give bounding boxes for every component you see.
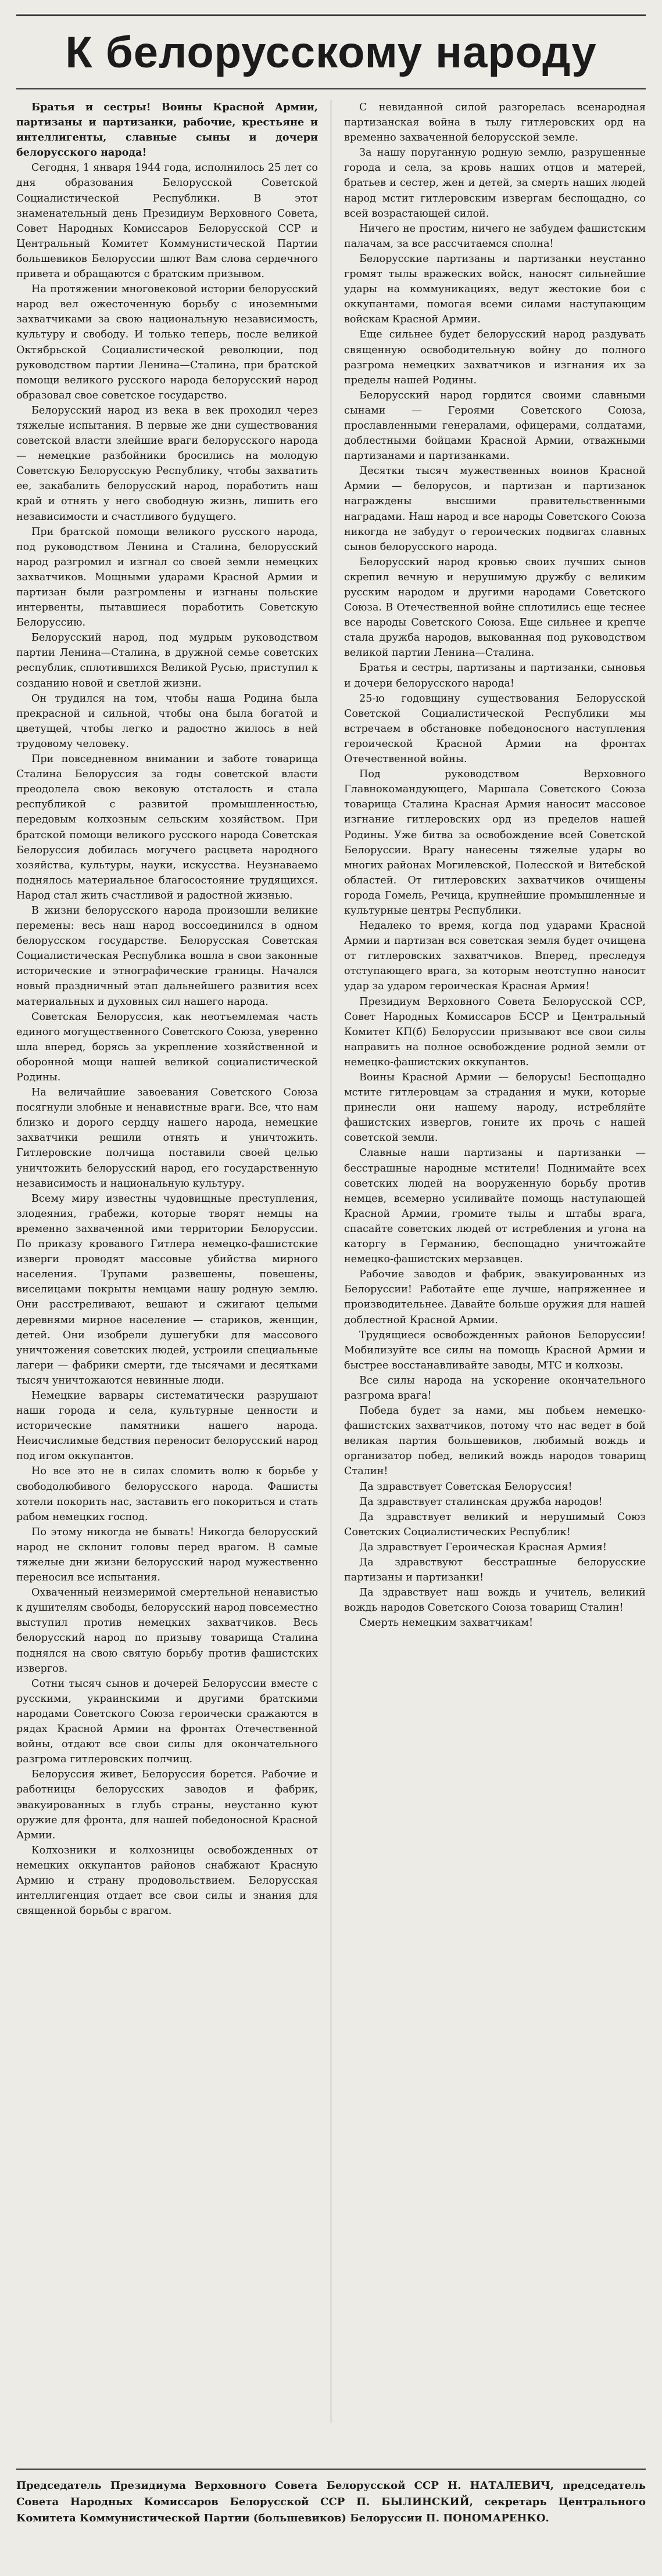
paragraph: Белорусский народ гордится своими славными сынами — Героями Советского Союза, прославленными генералами, офицерами, солдатами, доблестными бойцами Красной Армии, отважными партизанами и партизанками. <box>344 389 646 462</box>
paragraph: Сегодня, 1 января 1944 года, исполнилось 25 лет со дня образования Белорусской Советской Социалистической Республики. В этот знаменательный день Президиум Верховного Совета, Совет Народных Комиссаров Белорусской ССР и Центральный Комитет Коммунистической Партии большевиков Белоруссии шлют Вам слова сердечного привета и обращаются с братским призывом. <box>16 162 319 281</box>
paragraph: Белоруссия живет, Белоруссия борется. Рабочие и работницы белорусских заводов и фабрик, эвакуированных в глубь страны, неустанно куют оружие для фронта, для нашей победоносной Красной Армии. <box>16 1769 319 1841</box>
paragraph: Колхозники и колхозницы освобожденных от немецких оккупантов районов снабжают Красную Армию и страну продовольствием. Белорусская интеллигенция отдает все свои силы и знания для священной борьбы с врагом. <box>16 1844 319 1917</box>
column-right <box>344 100 646 2417</box>
paragraph: На величайшие завоевания Советского Союза посягнули злобные и ненавистные враги. Все, что нам близко и дорого сердцу нашего народа, немецкие захватчики решили отнять и уничтожить. Гитлеровские полчища поставили своей целью уничтожить белорусский народ, его государственную независимость и национальную культуру. <box>16 1087 319 1190</box>
paragraph: Он трудился на том, чтобы наша Родина была прекрасной и сильной, чтобы она была богатой и цветущей, чтобы легко и радостно жилось в ней трудовому человеку. <box>16 692 319 750</box>
paragraph: Сотни тысяч сынов и дочерей Белоруссии вместе с русскими, украинскими и другими братскими народами Советского Союза героически сражаются в рядах Красной Армии на фронтах Отечественной войны, отдают все свои силы для окончательного разгрома гитлеровских полчищ. <box>16 1677 319 1766</box>
paragraph: Белорусский народ, под мудрым руководством партии Ленина—Сталина, в дружной семье советских республик, сплотившихся Великой Русью, приступил к созданию новой и светлой жизни. <box>16 632 319 689</box>
paragraph: Ничего не простим, ничего не забудем фашистским палачам, за все рассчитаемся сполна! <box>344 222 646 250</box>
paragraph: Всему миру известны чудовищные преступления, злодеяния, грабежи, которые творят немцы на временно захваченной ими территории Белоруссии. По приказу кровавого Гитлера немецко-фашистские изверги проводят массовые убийства мирного населения. Трупами развешены, повешены, виселицами покрыты немцами нашу родную землю. Они расстреливают, вешают и сжигают целыми деревнями мирное население — стариков, женщин, детей. Они изобрели душегубки для массового уничтожения советских людей, устроили специальные лагери — фабрики смерти, где тысячами и десятками тысяч уничтожаются невинные люди. <box>16 1192 319 1386</box>
paragraph: Белорусский народ из века в век проходил через тяжелые испытания. В первые же дни существования советской власти злейшие враги белорусского народа — немецкие разбойники бросились на молодую Советскую Белорусскую Республику, чтобы захватить ее, закабалить белорусский народ, поработить наш край и отнять у него свободную жизнь, лишить его независимости и счастливого будущего. <box>16 404 319 523</box>
paragraph: Да здравствуют бесстрашные белорусские партизаны и партизанки! <box>344 1557 646 1584</box>
signatures: Председатель Президиума Верховного Совета Белорусской ССР Н. НАТАЛЕВИЧ, председатель Совета Народных Комиссаров Белорусской ССР П. БЫЛИНСКИЙ, секретарь Центрального Комитета Коммунистической Партии (большевиков) Белоруссии П. ПОНОМАРЕНКО. <box>16 2469 646 2527</box>
paragraph: За нашу поруганную родную землю, разрушенные города и села, за кровь наших отцов и матерей, братьев и сестер, жен и детей, за смерть наших людей народ мстит гитлеровским извергам беспощадно, со всей возрастающей силой. <box>344 147 646 220</box>
paragraph: С невиданной силой разгорелась всенародная партизанская война в тылу гитлеровских орд на временно захваченной белорусской земле. <box>344 102 646 144</box>
paragraph: Еще сильнее будет белорусский народ раздувать священную освободительную войну до полного разгрома немецких захватчиков и изгнания их за пределы нашей Родины. <box>344 329 646 386</box>
paragraph: Все силы народа на ускорение окончательного разгрома врага! <box>344 1374 646 1402</box>
paragraph: 25-ю годовщину существования Белорусской Советской Социалистической Республики мы встречаем в обстановке победоносного наступления героической Красной Армии на фронтах Отечественной войны. <box>344 692 646 766</box>
article-title: К белорусскому народу <box>16 16 646 89</box>
paragraph: При повседневном внимании и заботе товарища Сталина Белоруссия за годы советской власти преодолела свою вековую отсталость и стала республикой с развитой промышленностью, передовым колхозным сельским хозяйством. При братской помощи великого русского народа Советская Белоруссия добилась могучего расцвета народного хозяйства, культуры, науки, искусства. Неузнаваемо поднялось материальное благосостояние трудящихся. Народ стал жить счастливой и радостной жизнью. <box>16 753 319 901</box>
paragraph: Да здравствует наш вождь и учитель, великий вождь народов Советского Союза товарищ Сталин! <box>344 1587 646 1614</box>
paragraph: Десятки тысяч мужественных воинов Красной Армии — белорусов, и партизан и партизанок награждены высшими правительственными наградами. Наш народ и все народы Советского Союза никогда не забудут о героических подвигах славных сынов белорусского народа. <box>344 465 646 553</box>
paragraph: Славные наши партизаны и партизанки — бесстрашные народные мстители! Поднимайте всех советских людей на вооруженную борьбу против немцев, всемерно усиливайте помощь наступающей Красной Армии, громите тылы и штабы врага, спасайте советских людей от истребления и угона на каторгу в Германию, беспощадно уничтожайте немецко-фашистских мерзавцев. <box>344 1147 646 1266</box>
article-body <box>16 100 646 2423</box>
paragraph: Но все это не в силах сломить волю к борьбе у свободолюбивого белорусского народа. Фашисты хотели покорить нас, заставить его покориться и стать рабом немецких господ. <box>16 1465 319 1523</box>
paragraph: Смерть немецким захватчикам! <box>359 1617 534 1629</box>
paragraph: Белорусские партизаны и партизанки неустанно громят тылы вражеских войск, наносят сильнейшие удары на коммуникациях, ведут жестокие бои с оккупантами, помогая всеми силами наступающим войскам Красной Армии. <box>344 253 646 326</box>
paragraph: По этому никогда не бывать! Никогда белорусский народ не склонит головы перед врагом. В самые тяжелые дни жизни белорусский народ мужественно переносил все испытания. <box>16 1526 319 1584</box>
paragraph: Братья и сестры, партизаны и партизанки, сыновья и дочери белорусского народа! <box>344 662 646 689</box>
paragraph: На протяжении многовековой истории белорусский народ вел ожесточенную борьбу с иноземными захватчиками за свою национальную независимость, культуру и свободу. И только теперь, после великой Октябрьской Социалистической революции, под руководством партии Ленина—Сталина, при братской помощи великого русского народа белорусский народ образовал свое советское государство. <box>16 283 319 401</box>
paragraph: Недалеко то время, когда под ударами Красной Армии и партизан вся советская земля будет очищена от гитлеровских захватчиков. Вперед, преследуя отступающего врага, за которым неотступно наносит удар за ударом героическая Красная Армия! <box>344 920 646 993</box>
paragraph: В жизни белорусского народа произошли великие перемены: весь наш народ воссоединился в одном белорусском государстве. Белорусская Советская Социалистическая Республика вошла в свои законные исторические и этнографические границы. Начался новый праздничный этап дальнейшего развития всех материальных и духовных сил нашего народа. <box>16 904 319 1008</box>
paragraph: Победа будет за нами, мы побьем немецко-фашистских захватчиков, потому что нас ведет в бой великая партия большевиков, любимый вождь и организатор побед, великий вождь народов товарищ Сталин! <box>344 1405 646 1478</box>
paragraph: Немецкие варвары систематически разрушают наши города и села, культурные ценности и исторические памятники нашего народа. Неисчислимые бедствия переносит белорусский народ под игом оккупантов. <box>16 1389 319 1463</box>
paragraph: Воины Красной Армии — белорусы! Беспощадно мстите гитлеровцам за страдания и муки, которые принесли они нашему народу, истребляйте фашистских извергов, гоните их прочь с нашей советской земли. <box>344 1072 646 1144</box>
paragraph: При братской помощи великого русского народа, под руководством Ленина и Сталина, белорусский народ разгромил и изгнал со своей земли немецких захватчиков. Мощными ударами Красной Армии и партизан были разгромлены и изгнаны польские интервенты, пытавшиеся поработить Советскую Белоруссию. <box>16 526 319 629</box>
paragraph: Белорусский народ кровью своих лучших сынов скрепил вечную и нерушимую дружбу с великим русским народом и другими народами Советского Союза. В Отечественной войне сплотились еще теснее все народы Советского Союза. Еще сильнее и крепче стала дружба народов, выкованная под руководством великой партии Ленина—Сталина. <box>344 556 646 659</box>
paragraph: Под руководством Верховного Главнокомандующего, Маршала Советского Союза товарища Сталина Красная Армия наносит массовое изгнание гитлеровских орд из пределов нашей Родины. Уже битва за освобождение всей Советской Белоруссии. Врагу нанесены тяжелые удары во многих районах Могилевской, Полесской и Витебской областей. От гитлеровских захватчиков очищены города Гомель, Речица, крупнейшие промышленные и культурные центры Республики. <box>344 768 646 917</box>
paragraph: Президиум Верховного Совета Белорусской ССР, Совет Народных Комиссаров БССР и Центральный Комитет КП(б) Белоруссии призывают все свои силы направить на полное освобождение родной земли от немецко-фашистских оккупантов. <box>344 996 646 1068</box>
column-left <box>16 100 318 2417</box>
paragraph: Рабочие заводов и фабрик, эвакуированных из Белоруссии! Работайте еще лучше, напряженнее и производительнее. Давайте больше оружия для нашей доблестной Красной Армии. <box>344 1269 646 1326</box>
paragraph: Братья и сестры! Воины Красной Армии, партизаны и партизанки, рабочие, крестьяне и интеллигенты, славные сыны и дочери белорусского народа! <box>16 101 319 159</box>
paragraph: Да здравствует сталинская дружба народов! <box>359 1496 603 1508</box>
page-header-strip <box>16 0 646 16</box>
paragraph: Да здравствует великий и нерушимый Союз Советских Социалистических Республик! <box>344 1511 646 1538</box>
paragraph: Советская Белоруссия, как неотъемлемая часть единого могущественного Советского Союза, уверенно шла вперед, борясь за укрепление хозяйственной и оборонной мощи нашей великой социалистической Родины. <box>16 1011 319 1083</box>
paragraph: Да здравствует Советская Белоруссия! <box>359 1481 572 1493</box>
paragraph: Да здравствует Героическая Красная Армия! <box>359 1541 607 1553</box>
paragraph: Трудящиеся освобожденных районов Белоруссии! Мобилизуйте все силы на помощь Красной Армии и быстрее восстанавливайте заводы, МТС и колхозы. <box>344 1329 646 1371</box>
paragraph: Охваченный неизмеримой смертельной ненавистью к душителям свободы, белорусский народ повсеместно выступил против немецких захватчиков. Весь белорусский народ по призыву товарища Сталина поднялся на свою святую борьбу против фашистских извергов. <box>16 1587 319 1675</box>
